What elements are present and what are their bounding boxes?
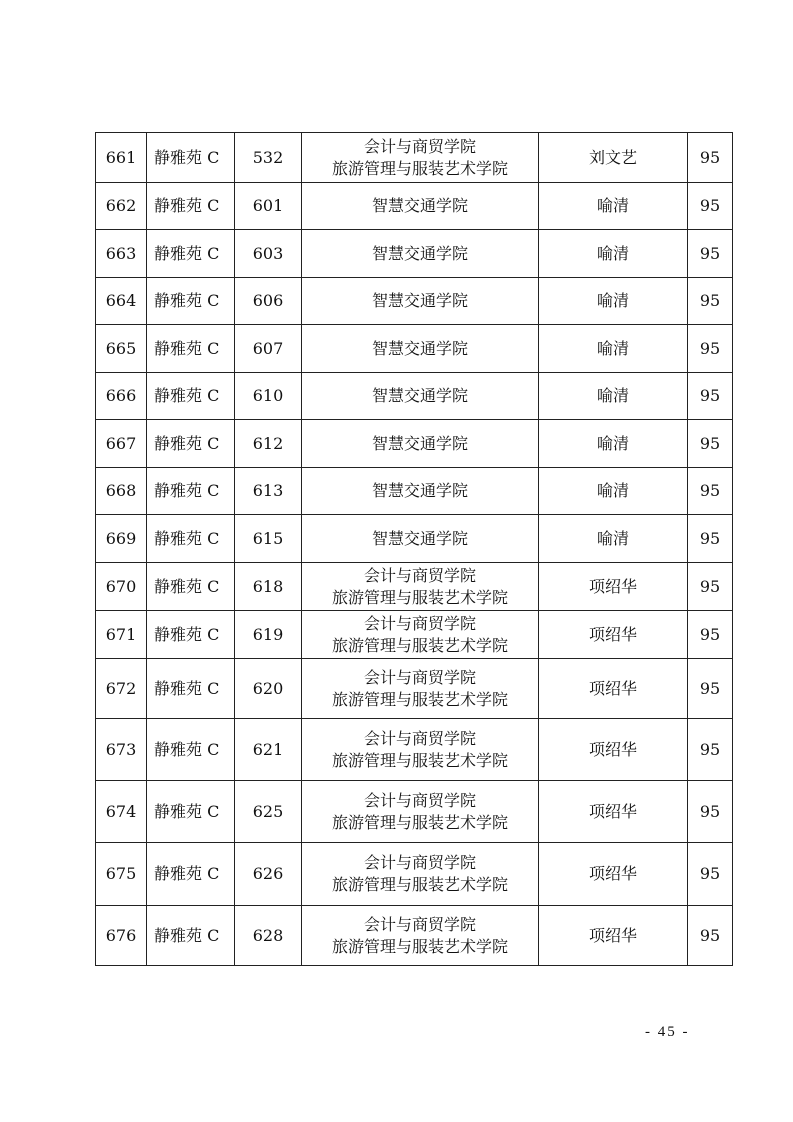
department-name: 智慧交通学院 <box>371 243 468 263</box>
responsible-person: 项绍华 <box>539 611 688 659</box>
responsible-person: 项绍华 <box>539 563 688 611</box>
building-name: 静雅苑 C <box>147 563 235 611</box>
department-cell <box>302 325 539 373</box>
dormitory-score-table <box>95 132 733 966</box>
table-row <box>96 133 733 183</box>
department-cell <box>302 278 539 325</box>
table-row <box>96 278 733 325</box>
department-name: 智慧交通学院 <box>371 338 468 358</box>
row-number: 674 <box>96 781 147 843</box>
department-name: 会计与商贸学院 <box>363 667 476 687</box>
score: 95 <box>688 843 733 906</box>
score: 95 <box>688 420 733 468</box>
table-row <box>96 468 733 515</box>
score: 95 <box>688 659 733 719</box>
department-cell <box>302 659 539 719</box>
responsible-person: 喻清 <box>539 468 688 515</box>
responsible-person: 喻清 <box>539 230 688 278</box>
responsible-person: 项绍华 <box>539 659 688 719</box>
score: 95 <box>688 563 733 611</box>
row-number: 661 <box>96 133 147 183</box>
building-name: 静雅苑 C <box>147 719 235 781</box>
score: 95 <box>688 325 733 373</box>
building-name: 静雅苑 C <box>147 468 235 515</box>
score: 95 <box>688 906 733 966</box>
department-name: 旅游管理与服装艺术学院 <box>331 812 508 832</box>
building-name: 静雅苑 C <box>147 133 235 183</box>
department-name: 会计与商贸学院 <box>363 728 476 748</box>
room-number: 615 <box>235 515 302 563</box>
room-number: 613 <box>235 468 302 515</box>
table-body <box>96 133 733 966</box>
department-name: 智慧交通学院 <box>371 386 468 405</box>
room-number: 625 <box>235 781 302 843</box>
row-number: 673 <box>96 719 147 781</box>
row-number: 667 <box>96 420 147 468</box>
score: 95 <box>688 278 733 325</box>
department-name: 旅游管理与服装艺术学院 <box>331 158 508 178</box>
department-cell <box>302 843 539 906</box>
room-number: 628 <box>235 906 302 966</box>
building-name: 静雅苑 C <box>147 183 235 230</box>
department-cell <box>302 611 539 659</box>
department-cell <box>302 468 539 515</box>
department-name: 智慧交通学院 <box>371 291 468 310</box>
responsible-person: 项绍华 <box>539 719 688 781</box>
building-name: 静雅苑 C <box>147 611 235 659</box>
department-name: 会计与商贸学院 <box>363 565 476 585</box>
department-cell <box>302 420 539 468</box>
department-name: 旅游管理与服装艺术学院 <box>331 936 508 956</box>
row-number: 666 <box>96 373 147 420</box>
building-name: 静雅苑 C <box>147 843 235 906</box>
row-number: 663 <box>96 230 147 278</box>
building-name: 静雅苑 C <box>147 420 235 468</box>
table-row <box>96 325 733 373</box>
building-name: 静雅苑 C <box>147 373 235 420</box>
department-cell <box>302 563 539 611</box>
table-row <box>96 719 733 781</box>
row-number: 670 <box>96 563 147 611</box>
building-name: 静雅苑 C <box>147 515 235 563</box>
room-number: 618 <box>235 563 302 611</box>
row-number: 668 <box>96 468 147 515</box>
department-name: 会计与商贸学院 <box>363 136 476 156</box>
department-name: 旅游管理与服装艺术学院 <box>331 750 508 770</box>
department-name: 会计与商贸学院 <box>363 853 476 872</box>
score: 95 <box>688 373 733 420</box>
department-cell <box>302 906 539 966</box>
table-row <box>96 420 733 468</box>
building-name: 静雅苑 C <box>147 906 235 966</box>
table-row <box>96 183 733 230</box>
department-name: 智慧交通学院 <box>371 528 468 548</box>
building-name: 静雅苑 C <box>147 781 235 843</box>
department-cell <box>302 515 539 563</box>
room-number: 619 <box>235 611 302 659</box>
row-number: 664 <box>96 278 147 325</box>
department-cell <box>302 781 539 843</box>
table-row <box>96 563 733 611</box>
department-cell <box>302 183 539 230</box>
room-number: 626 <box>235 843 302 906</box>
responsible-person: 喻清 <box>539 420 688 468</box>
room-number: 621 <box>235 719 302 781</box>
responsible-person: 喻清 <box>539 325 688 373</box>
department-cell <box>302 719 539 781</box>
table-row <box>96 515 733 563</box>
department-cell <box>302 230 539 278</box>
room-number: 610 <box>235 373 302 420</box>
table-row <box>96 781 733 843</box>
score: 95 <box>688 611 733 659</box>
department-cell <box>302 133 539 183</box>
room-number: 607 <box>235 325 302 373</box>
row-number: 662 <box>96 183 147 230</box>
page-number: - 45 - <box>645 1024 690 1040</box>
department-name: 智慧交通学院 <box>371 196 468 215</box>
building-name: 静雅苑 C <box>147 325 235 373</box>
department-cell <box>302 373 539 420</box>
score: 95 <box>688 133 733 183</box>
table-row <box>96 611 733 659</box>
row-number: 669 <box>96 515 147 563</box>
department-name: 智慧交通学院 <box>371 433 468 453</box>
room-number: 620 <box>235 659 302 719</box>
responsible-person: 项绍华 <box>539 781 688 843</box>
responsible-person: 项绍华 <box>539 843 688 906</box>
score: 95 <box>688 515 733 563</box>
table-row <box>96 906 733 966</box>
table-row <box>96 373 733 420</box>
responsible-person: 喻清 <box>539 278 688 325</box>
room-number: 606 <box>235 278 302 325</box>
row-number: 672 <box>96 659 147 719</box>
room-number: 612 <box>235 420 302 468</box>
row-number: 676 <box>96 906 147 966</box>
responsible-person: 项绍华 <box>539 906 688 966</box>
room-number: 601 <box>235 183 302 230</box>
responsible-person: 喻清 <box>539 515 688 563</box>
score: 95 <box>688 183 733 230</box>
department-name: 会计与商贸学院 <box>363 613 476 633</box>
department-name: 旅游管理与服装艺术学院 <box>331 587 508 607</box>
department-name: 旅游管理与服装艺术学院 <box>331 689 508 709</box>
table-row <box>96 659 733 719</box>
department-name: 智慧交通学院 <box>371 481 468 500</box>
table-row <box>96 843 733 906</box>
room-number: 603 <box>235 230 302 278</box>
table-row <box>96 230 733 278</box>
row-number: 665 <box>96 325 147 373</box>
score: 95 <box>688 230 733 278</box>
score: 95 <box>688 719 733 781</box>
row-number: 675 <box>96 843 147 906</box>
responsible-person: 刘文艺 <box>539 133 688 183</box>
row-number: 671 <box>96 611 147 659</box>
room-number: 532 <box>235 133 302 183</box>
building-name: 静雅苑 C <box>147 230 235 278</box>
department-name: 旅游管理与服装艺术学院 <box>331 875 508 894</box>
score: 95 <box>688 468 733 515</box>
responsible-person: 喻清 <box>539 183 688 230</box>
department-name: 会计与商贸学院 <box>363 790 476 810</box>
score: 95 <box>688 781 733 843</box>
responsible-person: 喻清 <box>539 373 688 420</box>
department-name: 旅游管理与服装艺术学院 <box>331 635 508 655</box>
building-name: 静雅苑 C <box>147 659 235 719</box>
department-name: 会计与商贸学院 <box>363 914 476 934</box>
building-name: 静雅苑 C <box>147 278 235 325</box>
